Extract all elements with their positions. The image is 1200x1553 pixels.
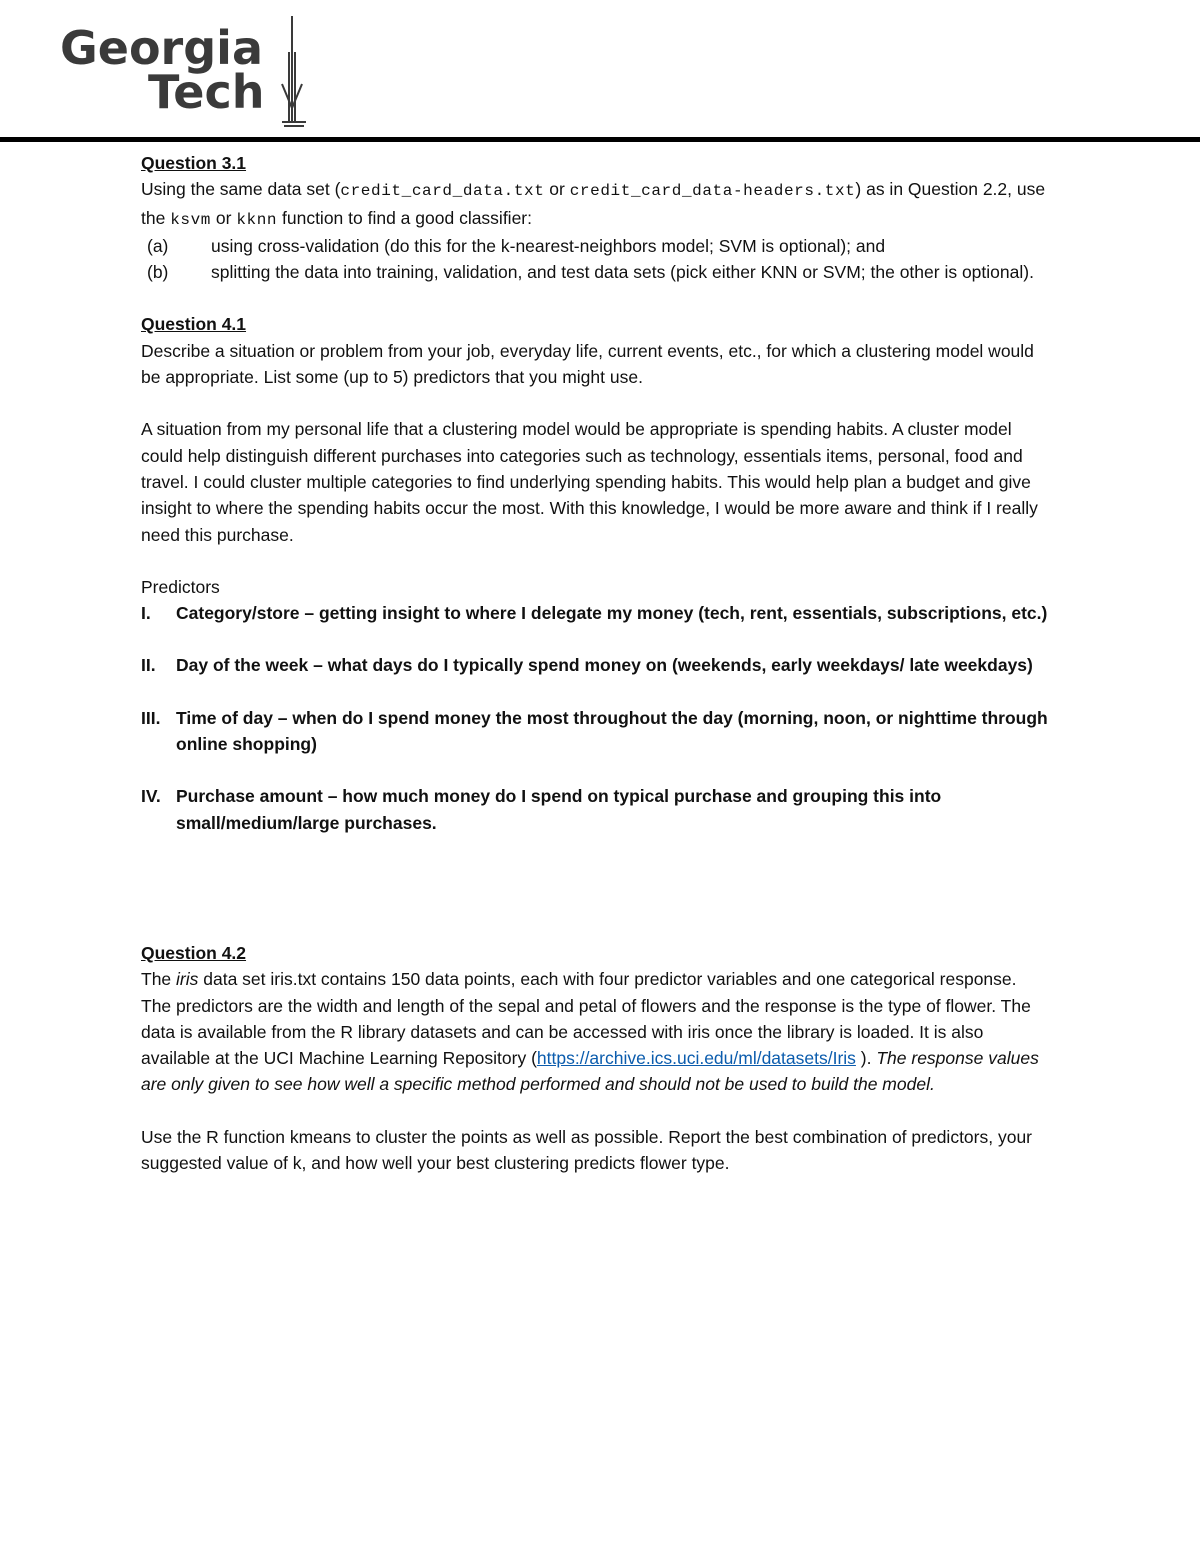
header-rule: [0, 137, 1200, 142]
document-body: [141, 150, 1051, 1176]
uci-iris-link[interactable]: https://archive.ics.uci.edu/ml/datasets/Iris: [536, 1048, 856, 1069]
georgia-tech-logo: [60, 12, 330, 130]
tech-tower-icon: [282, 16, 306, 126]
question-3-1-parts: [141, 233, 1051, 286]
list-item: (b) splitting the data into training, validation, and test data sets (pick either KNN or SVM; the other is optional).: [147, 262, 1034, 283]
question-4-1-answer: A situation from my personal life that a clustering model would be appropriate is spending habits. A cluster model could help distinguish different purchases into categories such as technology, essentials items, personal, food and travel. I could cluster multiple categories to find underlying spending habits. This would help plan a budget and give insight to where the spending habits occur the most. With this knowledge, I would be more aware and think if I really need this purchase.: [141, 419, 1038, 545]
question-4-2-heading: Question 4.2: [141, 942, 247, 963]
list-item: II. Day of the week – what days do I typically spend money on (weekends, early weekdays/ late weekdays): [141, 655, 1033, 676]
question-4-2-prompt: The iris data set iris.txt contains 150 data points, each with four predictor variables and one categorical response. The predictors are the width and length of the sepal and petal of flowers and the response is the type of flower. The data is available from the R library datasets and can be accessed with iris once the library is loaded. It is also available at the UCI Machine Learning Repository (https://archive.ics.uci.edu/ml/datasets/Iris ). The response values are only given to see how well a specific method performed and should not be used to build the model.: [141, 969, 1039, 1095]
code-kknn: kknn: [236, 210, 278, 229]
predictors-list: [141, 600, 1051, 836]
list-item: (a) using cross-validation (do this for the k-nearest-neighbors model; SVM is optional); and: [147, 235, 886, 256]
list-item: III. Time of day – when do I spend money the most throughout the day (morning, noon, or nighttime through online shopping): [141, 707, 1048, 755]
question-4-1-prompt: Describe a situation or problem from your job, everyday life, current events, etc., for which a clustering model would be appropriate. List some (up to 5) predictors that you might use.: [141, 340, 1034, 388]
question-3-1-heading: Question 3.1: [141, 153, 247, 173]
logo-word-tech: Tech: [148, 65, 265, 119]
question-3-1-prompt: Using the same data set (credit_card_data.txt or credit_card_data-headers.txt) as in Question 2.2, use the ksvm or kknn function to find a good classifier:: [141, 179, 1046, 229]
logo-word-georgia: Georgia: [60, 21, 263, 75]
list-item: I. Category/store – getting insight to where I delegate my money (tech, rent, essentials, subscriptions, etc.): [141, 603, 1048, 624]
question-4-1-heading: Question 4.1: [141, 314, 247, 335]
question-4-2-task: Use the R function kmeans to cluster the points as well as possible. Report the best combination of predictors, your suggested value of k, and how well your best clustering predicts flower type.: [141, 1126, 1033, 1174]
predictors-label: Predictors: [141, 576, 220, 597]
code-ksvm: ksvm: [170, 210, 212, 229]
list-item: IV. Purchase amount – how much money do I spend on typical purchase and grouping this into small/medium/large purchases.: [141, 786, 942, 833]
code-credit-card-data: credit_card_data.txt: [340, 182, 545, 201]
code-credit-card-data-headers: credit_card_data-headers.txt: [569, 182, 856, 201]
